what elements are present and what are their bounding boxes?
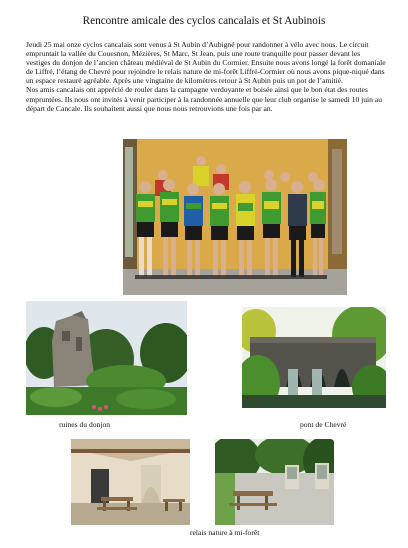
page-title: Rencontre amicale des cyclos cancalais et St Aubinois bbox=[82, 15, 326, 27]
donjon-photo bbox=[26, 301, 187, 415]
caption-donjon: ruines du donjon bbox=[59, 420, 111, 429]
group-photo bbox=[123, 139, 347, 295]
chevre-bridge-photo bbox=[242, 307, 386, 408]
caption-relais: relais nature à mi-forêt bbox=[190, 528, 260, 537]
paragraph-2: Nos amis cancalais ont apprécié de rouler dans la campagne verdoyante et boisée ainsi que le bon état des routes empruntées. Ils nous ont invités à venir participer à la randonnée annuelle que leur club organise le samedi 10 juin au départ de Cancale. Ils souhaitent aussi que nous nous retrouvions une fois par an. bbox=[26, 85, 383, 113]
caption-chevre: pont de Chevré bbox=[300, 420, 347, 429]
relais-interior-photo bbox=[71, 439, 190, 525]
article-body bbox=[26, 40, 386, 113]
paragraph-1: Jeudi 25 mai onze cyclos cancalais sont venus à St Aubin d’Aubigné pour randonner à vélo avec nous. Le circuit empruntait la vallée du Couesnon, Mézières, St Marc, St Jean, puis une route tranquille pour passer devant les vestiges du donjon de l’ancien château médiéval de St Aubin du Cormier. Ensuite nous avons longé la forêt domaniale de Liffré, l’étang de Chevré pour rejoindre le relais nature de mi-forêt Liffré-Cormier où nous avons pique-niqué dans un espace restauré agréable. Après une vingtaine de kilomètres retour à St Aubin puis un pot de l’amitié. bbox=[26, 40, 386, 86]
relais-picnic-photo bbox=[215, 439, 334, 525]
